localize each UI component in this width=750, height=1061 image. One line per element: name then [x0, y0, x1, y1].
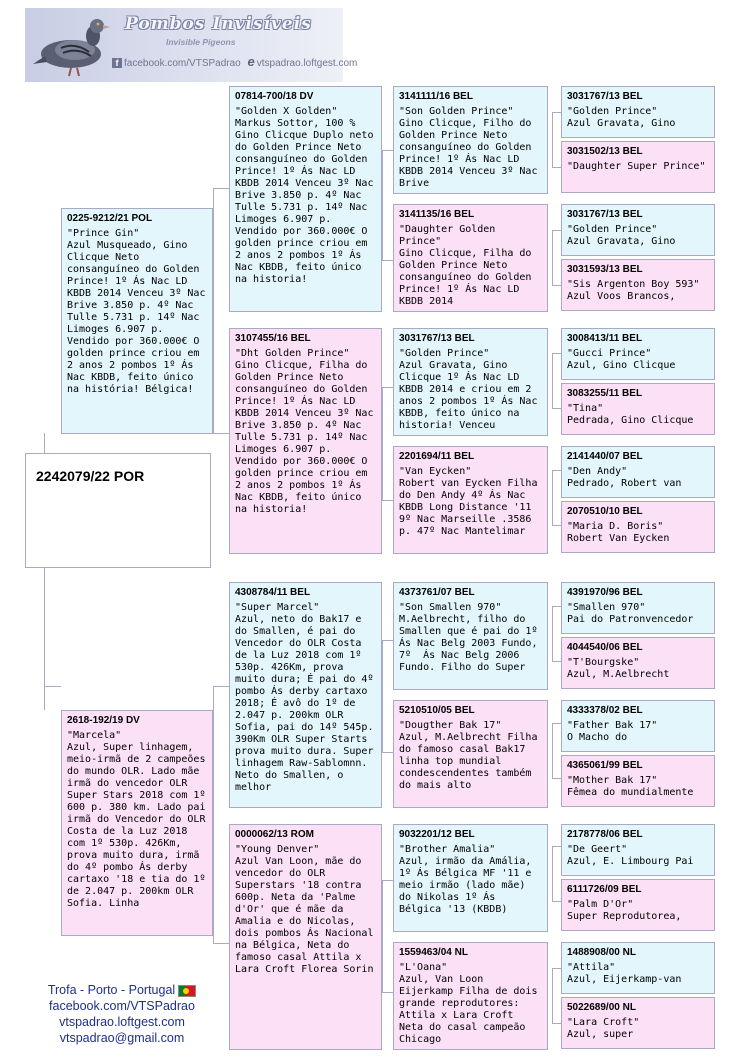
pigeon-description: "Dht Golden Prince" Gino Clicque, Filha do Golden Prince Neto consanguíneo do Golden Prince! 1º Ás Nac LD KBDB 2014 Venceu 3º Nac Brive 3.850 p. 4º Nac Tulle 5.731 p. 14º Nac Limoges 6.907 p. Vendido por 360.000€ O golden prince criou em 2 anos 2 pombos 1º Ás Nac KBDB, feito único na historia! [235, 348, 374, 515]
connector [44, 568, 45, 710]
brand-links [112, 54, 357, 69]
pigeon-description: "Son Golden Prince" Gino Clicque, Filho do Golden Prince Neto consanguíneo do Golden Prince! 1º Ás Nac LD KBDB 2014 Venceu 3º Nac Brive [399, 106, 538, 189]
connector [44, 686, 61, 687]
gen3-card[interactable] [393, 942, 548, 1050]
footer-contact [22, 982, 222, 1046]
pigeon-ring: 2178778/06 BEL [567, 829, 643, 840]
connector [213, 188, 214, 433]
pigeon-ring: 3141135/16 BEL [399, 209, 475, 220]
connector [213, 433, 229, 434]
pigeon-description: "Golden X Golden" Markus Sottor, 100 % Gino Clicque Duplo neto do Golden Prince Neto consanguíneo do Golden Prince! 1º Ás Nac LD KBDB 2014 Venceu 3º Nac Brive 3.850 p. 4º Nac Tulle 5.731 p. 14º Nac Limoges 6.907 p. Vendido por 360.000€ O golden prince criou em 2 anos 2 pombos 1º Ás Nac KBDB, feito único na historia! [235, 106, 374, 285]
pigeon-description: "Sis Argenton Boy 593" Azul Voos Brancos, [567, 279, 700, 302]
pigeon-description: "Palm D'Or" Super Reprodutorea, [567, 899, 682, 922]
connector [552, 661, 561, 662]
connector [44, 433, 45, 453]
connector [382, 150, 393, 151]
connector [213, 686, 214, 943]
pigeon-description: "Daughter Golden Prince" Gino Clicque, Filha do Golden Prince Neto consanguíneo do Golden Prince! 1º Ás Nac LD KBDB 2014 [399, 224, 532, 307]
pigeon-ring: 9032201/12 BEL [399, 829, 475, 840]
brand-facebook-link[interactable]: facebook.com/VTSPadrao [124, 58, 241, 69]
connector [552, 606, 561, 607]
footer-site-link[interactable]: vtspadrao.loftgest.com [59, 1015, 185, 1029]
header-banner [25, 8, 358, 82]
sire-description: "Prince Gin" Azul Musqueado, Gino Clicque Neto consanguíneo do Golden Prince! 1º Ás Nac LD KBDB 2014 Venceu 3º Nac Brive 3.850 p. 4º Nac Tulle 5.731 p. 14º Nac Limoges 6.907 p. Vendido por 360.000€ O golden prince criou em 2 anos 2 pombos 1º Ás Nac KBDB, feito único na história! Bélgica! [67, 228, 206, 395]
connector [552, 112, 553, 167]
pigeon-description: "Golden Prince" Azul Gravata, Gino [567, 106, 676, 129]
pigeon-description: "Father Bak 17" O Macho do [567, 720, 658, 743]
facebook-icon: f [112, 58, 122, 68]
pigeon-ring: 3031767/13 BEL [567, 91, 643, 102]
gen4-card[interactable] [561, 204, 715, 256]
connector [382, 150, 383, 260]
pigeon-description: "Maria D. Boris" Robert Van Eycken [567, 521, 670, 544]
gen4-card[interactable] [561, 86, 715, 138]
pigeon-description: "Young Denver" Azul Van Loon, mãe do vencedor do OLR Superstars '18 contra 600p. Neta da 'Palme d'Or' que é mãe da Amalia e do Nicolas, dois pombos Ás Nacional na Bélgica, Neta do famoso casal Attila x Lara Croft Florea Sorin [235, 844, 374, 975]
gen4-card[interactable] [561, 383, 715, 435]
connector [382, 387, 383, 500]
connector [382, 880, 383, 992]
pigeon-ring: 5210510/05 BEL [399, 705, 475, 716]
pigeon-ring: 2201694/11 BEL [399, 451, 475, 462]
portugal-flag-icon [178, 985, 196, 997]
pigeon-ring: 1559463/04 NL [399, 947, 468, 958]
footer-email-link[interactable]: vtspadrao@gmail.com [59, 1031, 185, 1045]
brand-site-link[interactable]: vtspadrao.loftgest.com [256, 58, 358, 69]
pigeon-description: "Lara Croft" Azul, super [567, 1017, 640, 1040]
connector [552, 167, 561, 168]
pigeon-ring: 3031502/13 BEL [567, 146, 643, 157]
pigeon-ring: 4391970/96 BEL [567, 587, 643, 598]
connector [552, 470, 553, 525]
gen4-card[interactable] [561, 141, 715, 193]
dam-sire-card[interactable] [229, 582, 382, 808]
pigeon-description: "Mother Bak 17" Fêmea do mundialmente [567, 775, 694, 798]
gen3-card[interactable] [393, 582, 548, 690]
connector [213, 686, 229, 687]
gen4-card[interactable] [561, 755, 715, 807]
pigeon-description: "Gucci Prince" Azul, Gino Clicque [567, 348, 676, 371]
gen3-card[interactable] [393, 446, 548, 554]
footer-facebook-link[interactable]: facebook.com/VTSPadrao [49, 999, 195, 1013]
connector [382, 387, 393, 388]
connector [213, 943, 229, 944]
dam-card[interactable] [61, 710, 213, 936]
dam-description: "Marcela" Azul, Super linhagem, meio-irmã de 2 campeões do mundo OLR. Lado mãe irmã do vencedor OLR Super Stars 2018 com 1º 600 p. 380 km. Lado pai irmã do Vencedor do OLR Costa de la Luz 2018 com 1º 530p. 426Km, prova muito dura, irmã do 4º pombo Ás derby cartaxo '18 e tia do 1º de 2.047 p. 200km OLR Sofia. Linha [67, 730, 206, 909]
pigeon-description: "Super Marcel" Azul, neto do Bak17 e do Smallen, é pai do Vencedor do OLR Costa de la Luz 2018 com 1º 530p. 426Km, prova muito dura; É pai do 4º pombo Ás derby cartaxo 2018; É avô do 1º de 2.047 p. 200km OLR Sofia, pai do 14º 545p. 390Km OLR Super Starts prova muito dura. Super linhagem Raw-Sablomnn. Neto do Smallen, o melhor [235, 602, 374, 793]
pigeon-description: "Daughter Super Prince" [567, 161, 706, 172]
gen4-card[interactable] [561, 824, 715, 876]
pigeon-ring: 5022689/00 NL [567, 1002, 636, 1013]
gen3-card[interactable] [393, 700, 548, 808]
connector [552, 606, 553, 661]
pigeon-ring: 3107455/16 BEL [235, 333, 311, 344]
footer-location: Trofa - Porto - Portugal [47, 983, 176, 997]
pigeon-ring: 2141440/07 BEL [567, 451, 643, 462]
dam-ring: 2618-192/19 DV [67, 715, 140, 726]
connector [552, 968, 561, 969]
sire-dam-card[interactable] [229, 328, 382, 554]
sire-ring: 0225-9212/21 POL [67, 213, 153, 224]
connector [552, 230, 561, 231]
connector [552, 408, 561, 409]
connector [382, 500, 393, 501]
sire-card[interactable] [61, 208, 213, 434]
connector [552, 968, 553, 1023]
connector [213, 188, 229, 189]
connector [552, 901, 561, 902]
connector [552, 723, 561, 724]
pigeon-ring: 3031593/13 BEL [567, 264, 643, 275]
pigeon-ring: 4365061/99 BEL [567, 760, 643, 771]
gen3-card[interactable] [393, 328, 548, 436]
sire-sire-card[interactable] [229, 86, 382, 312]
pigeon-logo-icon [31, 12, 113, 80]
gen4-card[interactable] [561, 328, 715, 380]
pigeon-ring: 1488908/00 NL [567, 947, 636, 958]
pigeon-ring: 3083255/11 BEL [567, 388, 643, 399]
connector [552, 1023, 561, 1024]
pigeon-ring: 2070510/10 BEL [567, 506, 643, 517]
pigeon-ring: 4308784/11 BEL [235, 587, 311, 598]
e-logo-icon: e [247, 54, 255, 69]
gen4-card[interactable] [561, 582, 715, 634]
connector [552, 525, 561, 526]
connector [552, 846, 553, 901]
pigeon-ring: 07814-700/18 DV [235, 91, 314, 102]
connector [382, 640, 383, 752]
gen4-card[interactable] [561, 446, 715, 498]
pigeon-ring: 4333378/02 BEL [567, 705, 643, 716]
connector [382, 752, 393, 753]
gen4-card[interactable] [561, 637, 715, 689]
pigeon-description: "Smallen 970" Pai do Patronvencedor [567, 602, 694, 625]
gen3-card[interactable] [393, 824, 548, 932]
pigeon-ring: 4044540/06 BEL [567, 642, 643, 653]
pigeon-description: "Brother Amalia" Azul, irmão da Amália, 1º Ás Bélgica MF '11 e meio irmão (lado mãe) do Nikolas 1º Ás Bélgica '13 (KBDB) [399, 844, 532, 915]
connector [382, 260, 393, 261]
pigeon-ring: 3031767/13 BEL [567, 209, 643, 220]
pigeon-ring: 4373761/07 BEL [399, 587, 475, 598]
gen4-card[interactable] [561, 700, 715, 752]
gen4-card[interactable] [561, 501, 715, 553]
connector [552, 723, 553, 778]
pigeon-ring: 0000062/13 ROM [235, 829, 314, 840]
pigeon-description: "Dougther Bak 17" Azul, M.Aelbrecht Filha do famoso casal Bak17 linha top mundial condescendentes também do mais alto [399, 720, 538, 791]
pigeon-ring: 3141111/16 BEL [399, 91, 473, 102]
pigeon-description: "Tina" Pedrada, Gino Clicque [567, 403, 694, 426]
pigeon-description: "De Geert" Azul, E. Limbourg Pai [567, 844, 694, 867]
connector [552, 470, 561, 471]
gen4-card[interactable] [561, 259, 715, 311]
connector [382, 640, 393, 641]
connector [552, 353, 553, 408]
subject-ring: 2242079/22 POR [36, 468, 145, 484]
connector [552, 112, 561, 113]
brand-subtitle: Invisible Pigeons [166, 37, 236, 47]
pigeon-description: "Den Andy" Pedrado, Robert van [567, 466, 682, 489]
pigeon-description: "Attila" Azul, Eijerkamp-van [567, 962, 682, 985]
pigeon-description: "L'Oana" Azul, Van Loon Eijerkamp Filha de dois grande reprodutores: Attila x Lara Croft Neta do casal campeão Chicago [399, 962, 538, 1045]
connector [552, 230, 553, 285]
connector [552, 846, 561, 847]
gen4-card[interactable] [561, 997, 715, 1049]
connector [552, 778, 561, 779]
connector [552, 353, 561, 354]
connector [382, 992, 393, 993]
brand-title: Pombos Invisíveis [125, 14, 312, 34]
pigeon-ring: 3031767/13 BEL [399, 333, 475, 344]
pigeon-ring: 3008413/11 BEL [567, 333, 643, 344]
connector [552, 285, 561, 286]
pigeon-description: "T'Bourgske" Azul, M.Aelbrecht [567, 657, 670, 680]
pigeon-description: "Son Smallen 970" M.Aelbrecht, filho do Smallen que é pai do 1º Ás Nac Belg 2003 Fundo, 7º Ás Nac Belg 2006 Fundo. Filho do Super [399, 602, 538, 673]
gen4-card[interactable] [561, 879, 715, 931]
subject-pigeon-card[interactable] [25, 453, 211, 568]
gen3-card[interactable] [393, 86, 548, 194]
connector [382, 880, 393, 881]
pigeon-description: "Golden Prince" Azul Gravata, Gino Clicque 1º Ás Nac LD KBDB 2014 e criou em 2 anos 2 pombos 1º Ás Nac KBDB, feito único na historia! Venceu [399, 348, 538, 431]
gen4-card[interactable] [561, 942, 715, 994]
dam-dam-card[interactable] [229, 824, 382, 1050]
pigeon-ring: 6111726/09 BEL [567, 884, 642, 895]
pigeon-description: "Van Eycken" Robert van Eycken Filha do Den Andy 4º Ás Nac KBDB Long Distance '11 9º Nac Marseille .3586 p. 47º Nac Mantelimar [399, 466, 538, 537]
gen3-card[interactable] [393, 204, 548, 312]
footer-location-line [22, 982, 222, 998]
pigeon-description: "Golden Prince" Azul Gravata, Gino [567, 224, 676, 247]
